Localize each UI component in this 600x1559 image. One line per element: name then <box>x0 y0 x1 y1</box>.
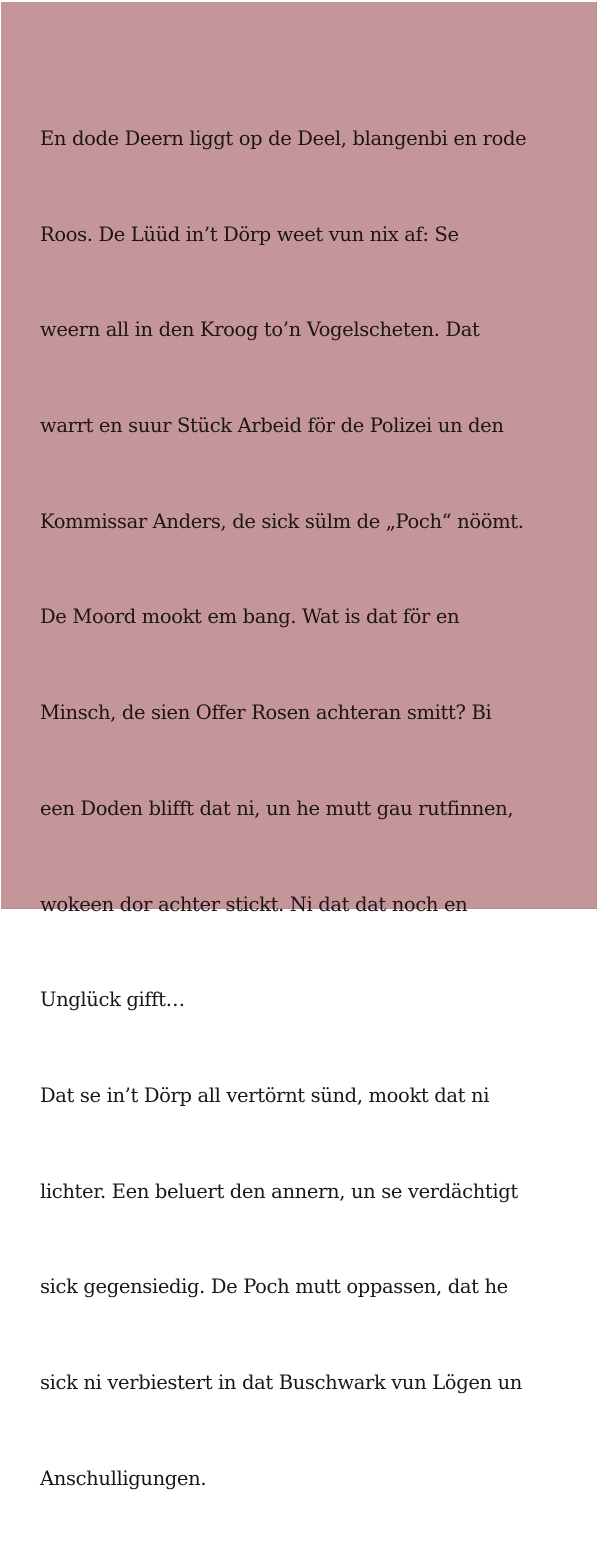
blurb-text <box>40 59 560 1559</box>
blurb-line: Minsch, de sien Offer Rosen achteran smitt? Bi <box>40 701 492 725</box>
blurb-line: Roos. De Lüüd in’t Dörp weet vun nix af: Se <box>40 222 459 246</box>
blurb-line: Unglück gifft… <box>40 988 185 1012</box>
blurb-line: En dode Deern liggt op de Deel, blangenbi en rode <box>40 126 527 150</box>
blurb-line: een Doden blifft dat ni, un he mutt gau rutfinnen, <box>40 796 514 820</box>
blurb-line: Dat se in’t Dörp all vertörnt sünd, mookt dat ni <box>40 1084 490 1107</box>
blurb-line: weern all in den Kroog to’n Vogelscheten. Dat <box>40 318 480 342</box>
blurb-line: sick ni verbiestert in dat Buschwark vun Lögen un <box>40 1371 522 1395</box>
blurb-line: Kommissar Anders, de sick sülm de „Poch“ nöömt. <box>40 509 524 533</box>
blurb-line: wokeen dor achter stickt. Ni dat dat noch en <box>40 892 468 916</box>
back-cover-page <box>1 2 597 1490</box>
blurb-line: Anschulligungen. <box>40 1466 207 1490</box>
blurb-line: De Moord mookt em bang. Wat is dat för en <box>40 605 460 629</box>
blurb-line: lichter. Een beluert den annern, un se verdächtigt <box>40 1179 518 1203</box>
blurb-line: warrt en suur Stück Arbeid för de Polizei un den <box>40 413 504 437</box>
blurb-line: sick gegensiedig. De Poch mutt oppassen, dat he <box>40 1275 508 1299</box>
